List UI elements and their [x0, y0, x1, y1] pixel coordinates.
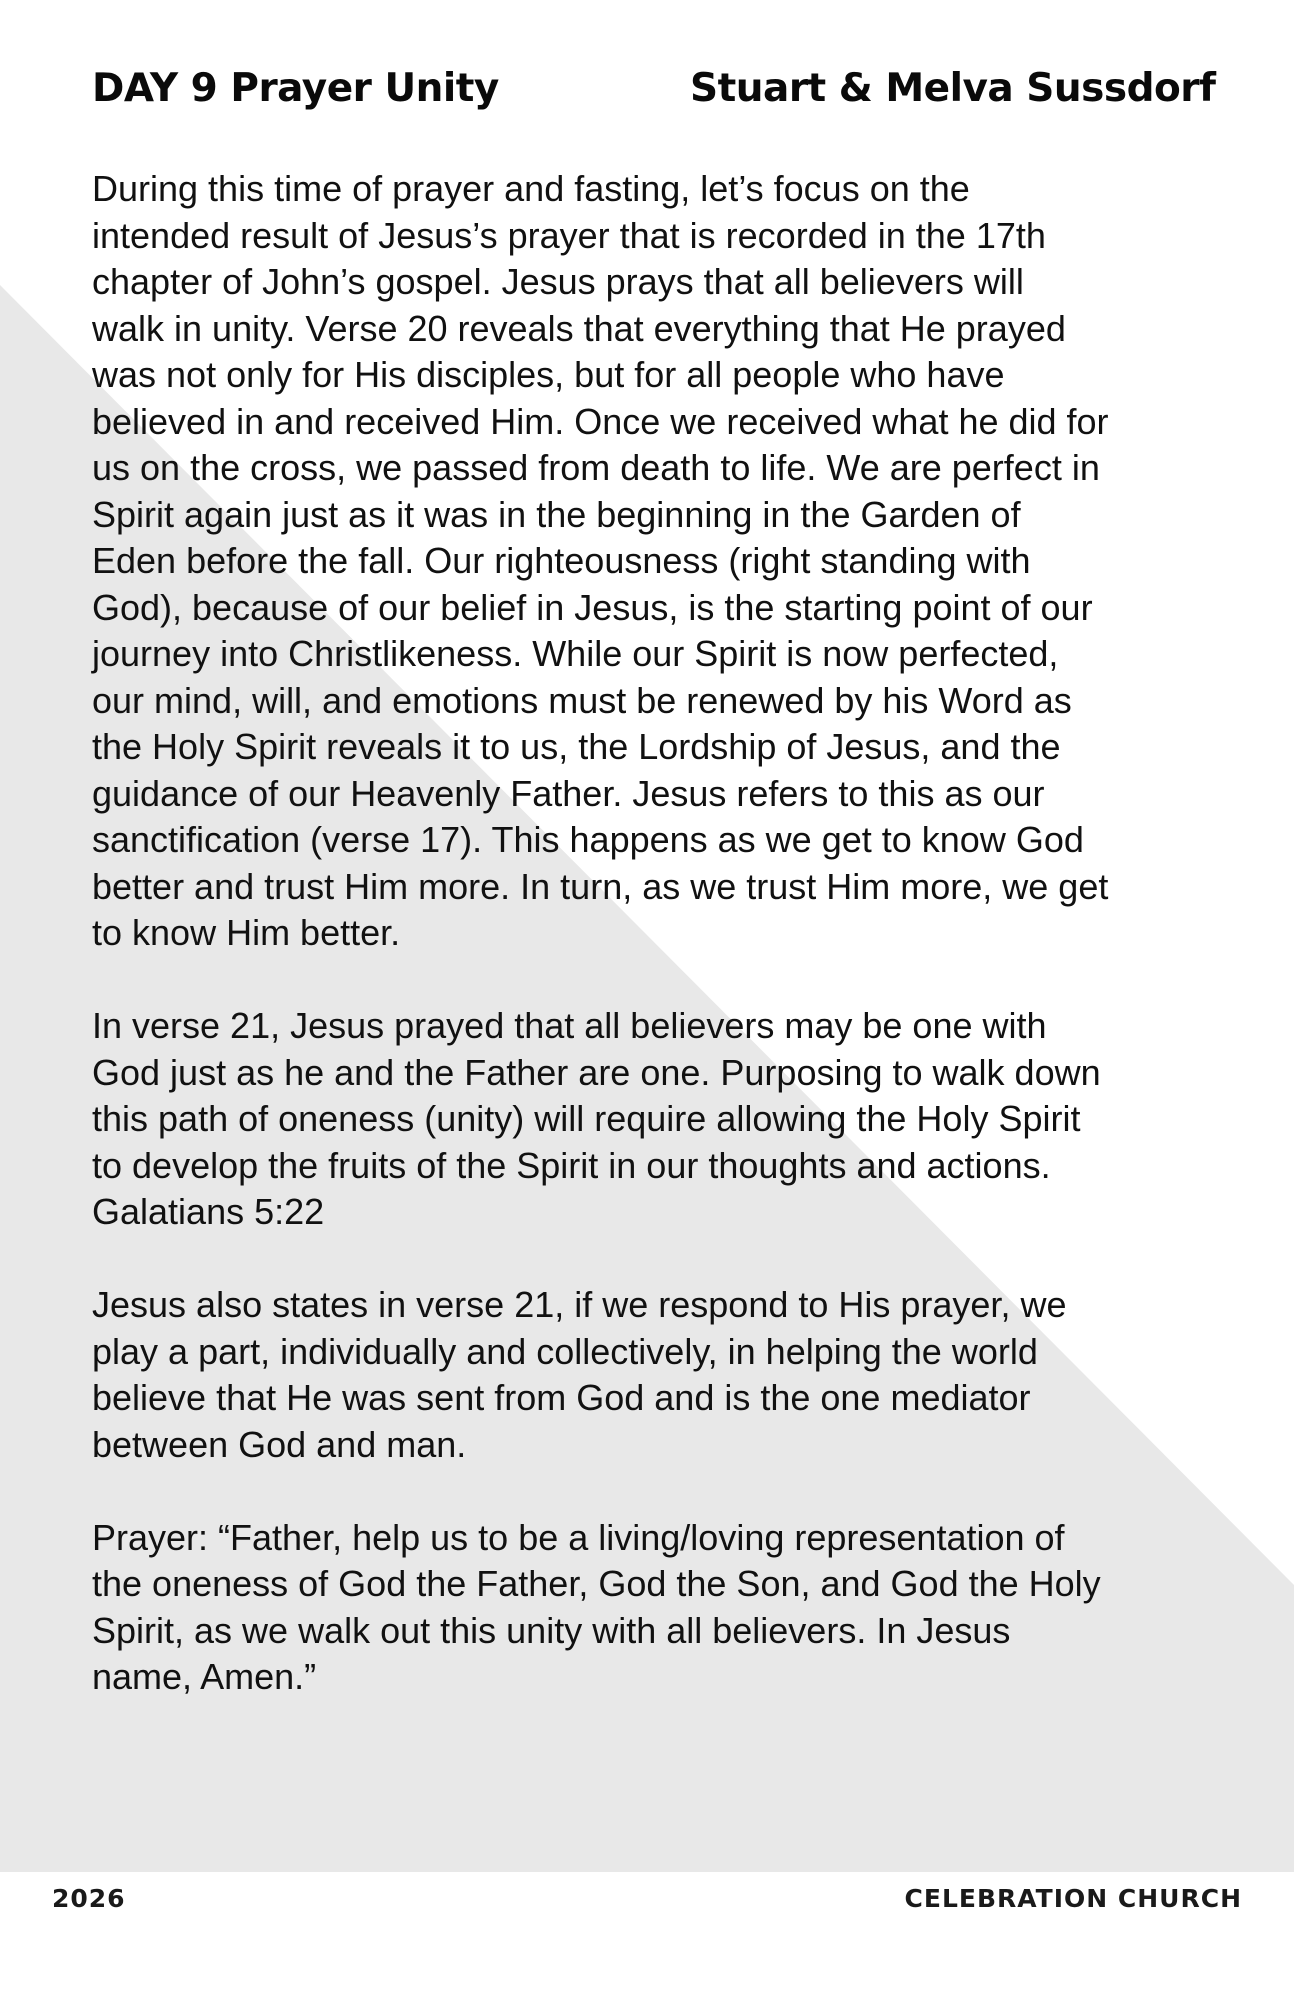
text-line: our mind, will, and emotions must be renewed by his Word as — [92, 679, 1072, 721]
text-line: God just as he and the Father are one. Purposing to walk down — [92, 1051, 1101, 1093]
text-line: Eden before the fall. Our righteousness (right standing with — [92, 540, 1031, 581]
text-line: Spirit again just as it was in the beginning in the Garden of — [92, 493, 1021, 535]
text-line: Spirit, as we walk out this unity with all believers. In Jesus — [92, 1609, 1011, 1651]
page-title: DAY 9 Prayer Unity — [92, 66, 499, 111]
text-line: name, Amen.” — [92, 1656, 317, 1697]
text-line: to develop the fruits of the Spirit in our thoughts and actions. — [92, 1144, 1051, 1186]
text-line: Jesus also states in verse 21, if we respond to His prayer, we — [92, 1284, 1067, 1325]
text-line: to know Him better. — [92, 912, 401, 953]
text-line: intended result of Jesus’s prayer that is recorded in the 17th — [92, 214, 1046, 256]
text-line: us on the cross, we passed from death to life. We are perfect in — [92, 447, 1100, 488]
text-line: this path of oneness (unity) will require allowing the Holy Spirit — [92, 1098, 1081, 1139]
paragraph — [92, 1282, 1222, 1468]
text-line: the oneness of God the Father, God the Son, and God the Holy — [92, 1563, 1101, 1604]
footer-year: 2026 — [52, 1884, 126, 1913]
text-line: Galatians 5:22 — [92, 1191, 325, 1232]
text-line: play a part, individually and collectively, in helping the world — [92, 1330, 1038, 1372]
text-line: between God and man. — [92, 1423, 467, 1465]
page-header — [92, 66, 1216, 126]
text-line: better and trust Him more. In turn, as we trust Him more, we get — [92, 865, 1109, 907]
author-names: Stuart & Melva Sussdorf — [690, 66, 1216, 111]
text-line: believed in and received Him. Once we received what he did for — [92, 400, 1109, 442]
text-line: the Holy Spirit reveals it to us, the Lordship of Jesus, and the — [92, 726, 1061, 767]
text-line: was not only for His disciples, but for all people who have — [92, 354, 1005, 395]
text-line: In verse 21, Jesus prayed that all believers may be one with — [92, 1005, 1047, 1046]
text-line: During this time of prayer and fasting, let’s focus on the — [92, 168, 970, 209]
text-line: guidance of our Heavenly Father. Jesus refers to this as our — [92, 772, 1045, 814]
text-line: believe that He was sent from God and is the one mediator — [92, 1377, 1031, 1418]
devotional-body — [92, 166, 1222, 1701]
page-footer — [0, 1872, 1294, 2000]
text-line: chapter of John’s gospel. Jesus prays that all believers will — [92, 261, 1024, 302]
text-line: Prayer: “Father, help us to be a living/loving representation of — [92, 1516, 1065, 1558]
text-line: God), because of our belief in Jesus, is the starting point of our — [92, 586, 1093, 628]
paragraph — [92, 1515, 1222, 1701]
paragraph — [92, 166, 1222, 957]
text-line: sanctification (verse 17). This happens as we get to know God — [92, 819, 1084, 860]
text-line: journey into Christlikeness. While our Spirit is now perfected, — [92, 633, 1059, 674]
paragraph — [92, 1003, 1222, 1236]
text-line: walk in unity. Verse 20 reveals that everything that He prayed — [92, 307, 1066, 349]
footer-church-name: CELEBRATION CHURCH — [904, 1884, 1242, 1913]
